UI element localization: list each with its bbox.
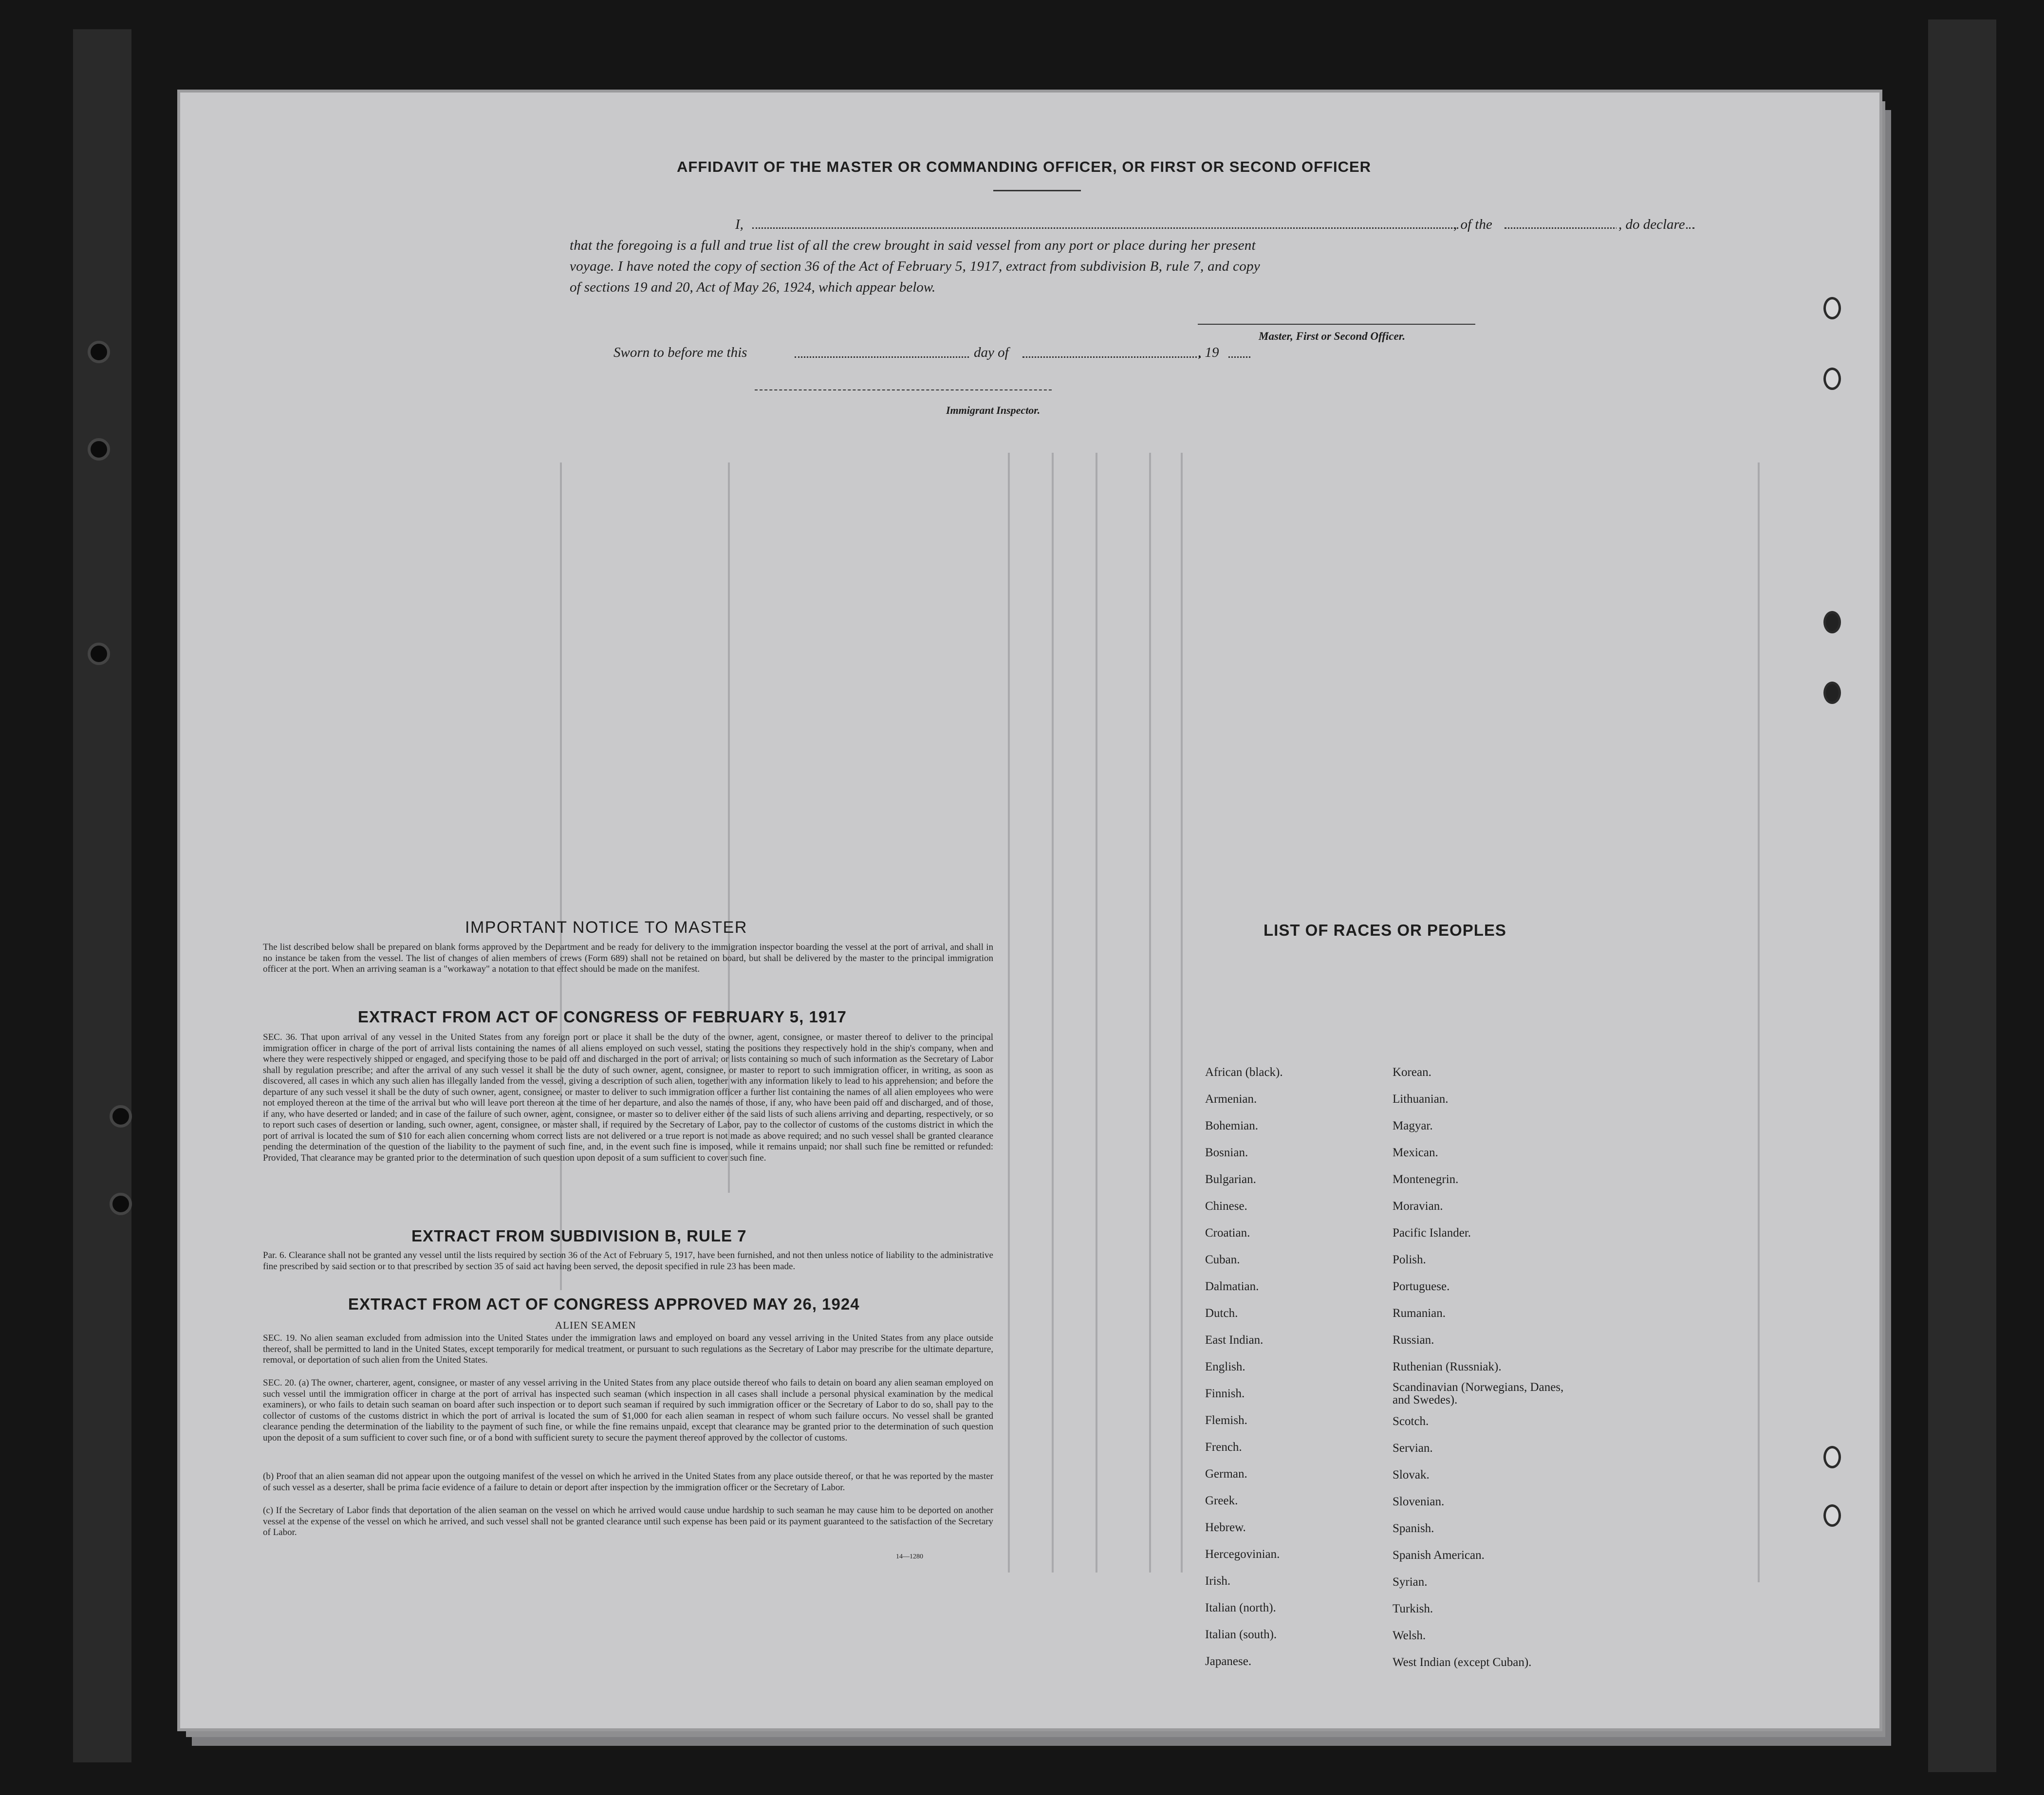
sworn-line — [613, 345, 1441, 364]
notice-text: The list described below shall be prepared on blank forms approved by the Department and be ready for delivery to the immigration inspector boarding the vessel at the port of arrival, and shall in no instance be taken from the vessel. The list of changes of alien members of crews (Form 689) shall not be retained on board, but shall be delivered by the master to the principal immigration officer at the port. When an arriving seaman is a "workaway" a notation to that effect should be made on the manifest. — [263, 942, 993, 974]
show-through-column-line — [1096, 453, 1097, 1573]
race-item: African (black). — [1205, 1066, 1283, 1079]
extract-1924-title: EXTRACT FROM ACT OF CONGRESS APPROVED MAY 26, 1924 — [348, 1295, 860, 1313]
race-item: Hercegovinian. — [1205, 1548, 1280, 1561]
race-item: Pacific Islander. — [1393, 1226, 1471, 1240]
film-frame-right — [1928, 19, 1996, 1772]
show-through-column-line — [1008, 453, 1010, 1573]
sec20b-text: (b) Proof that an alien seaman did not appear upon the outgoing manifest of the vessel on which he arrived in the United States from any place outside thereof, or that he was reported by the master of such vessel as a deserter, shall be prima facie evidence of a failure to detain or deport after inspection by the immigration officer or the Secretary of Labor. — [263, 1471, 993, 1493]
race-item: Hebrew. — [1205, 1521, 1246, 1534]
race-item: Spanish American. — [1393, 1549, 1485, 1562]
punch-hole — [1823, 1446, 1841, 1468]
master-signature-line — [1198, 324, 1475, 325]
race-item: Finnish. — [1205, 1387, 1245, 1400]
punch-hole — [1823, 368, 1841, 390]
race-item: Slovak. — [1393, 1468, 1430, 1481]
affidavit-body-4: of sections 19 and 20, Act of May 26, 1924, which appear below. — [570, 279, 936, 295]
label-do-declare: , do declare — [1617, 217, 1685, 233]
master-signature-label: Master, First or Second Officer. — [1259, 330, 1406, 342]
race-item: West Indian (except Cuban). — [1393, 1656, 1532, 1669]
race-item: English. — [1205, 1360, 1245, 1373]
show-through-column-line — [1149, 453, 1151, 1573]
punch-hole — [1823, 297, 1841, 319]
show-through-column-line — [560, 463, 562, 1290]
show-through-column-line — [1052, 453, 1054, 1573]
race-item: Cuban. — [1205, 1253, 1240, 1266]
label-of-the: , of the — [1453, 217, 1492, 232]
race-item: Italian (north). — [1205, 1601, 1276, 1614]
punch-hole — [1823, 1504, 1841, 1527]
race-item: Ruthenian (Russniak). — [1393, 1360, 1502, 1373]
races-title: LIST OF RACES OR PEOPLES — [1264, 921, 1506, 939]
sworn-year-blank — [1228, 356, 1250, 358]
races-column-right — [1393, 1059, 1568, 1676]
race-item: Portuguese. — [1393, 1280, 1450, 1293]
affidavit-line-1 — [570, 217, 1694, 233]
race-item: Spanish. — [1393, 1522, 1434, 1535]
alien-seamen-subtitle: ALIEN SEAMEN — [555, 1319, 636, 1331]
race-item: Italian (south). — [1205, 1628, 1277, 1641]
race-item: Scotch. — [1393, 1415, 1429, 1428]
race-item: Russian. — [1393, 1333, 1434, 1347]
race-item: Servian. — [1393, 1442, 1433, 1455]
sec20a-text: SEC. 20. (a) The owner, charterer, agent, consignee, or master of any vessel arriving in the United States from any place outside thereof who fails to detain on board any alien seaman employed on such vessel until the immigration officer in charge at the port of arrival has inspected such seaman (which inspection in all cases shall include a personal physical examination by the medical examiners), or who fails to detain such seaman on board after such inspection or to deport such seaman if required by such immigration officer or the Secretary of Labor to do so, shall pay to the collector of customs of the customs district in which the port of arrival is located the sum of $1,000 for each alien seaman in respect of whom such failure occurs. No vessel shall be granted clearance pending the determination of the liability to the payment of such fine, or while the fine remains unpaid, except that clearance may be granted prior to the determination of such question upon the deposit of a sum sufficient to cover such fine, or of a bond with sufficient surety to secure the payment thereof approved by the collector of customs. — [263, 1378, 993, 1443]
race-item: Moravian. — [1393, 1200, 1443, 1213]
race-item: Chinese. — [1205, 1200, 1247, 1213]
race-item: Slovenian. — [1393, 1495, 1445, 1508]
binder-hole — [88, 341, 110, 363]
sworn-prefix: Sworn to before me this — [613, 345, 747, 360]
race-item: Polish. — [1393, 1253, 1426, 1266]
inspector-label: Immigrant Inspector. — [946, 404, 1041, 416]
punch-hole — [1823, 682, 1841, 704]
name-blank — [752, 227, 1458, 229]
form-code: 14—1280 — [896, 1553, 923, 1560]
race-item: Dalmatian. — [1205, 1280, 1259, 1293]
race-item: Magyar. — [1393, 1119, 1433, 1132]
races-column-left — [1205, 1059, 1283, 1675]
binder-hole — [110, 1193, 132, 1215]
sworn-month-blank — [1022, 356, 1201, 358]
label-i: I, — [735, 217, 743, 232]
race-item: French. — [1205, 1441, 1242, 1454]
race-item: Croatian. — [1205, 1226, 1250, 1240]
race-item: Bosnian. — [1205, 1146, 1248, 1159]
affidavit-title: AFFIDAVIT OF THE MASTER OR COMMANDING OFFICER, OR FIRST OR SECOND OFFICER — [677, 158, 1372, 175]
race-item: Bohemian. — [1205, 1119, 1259, 1132]
race-item: Mexican. — [1393, 1146, 1438, 1159]
race-item: Dutch. — [1205, 1307, 1238, 1320]
extract-1917-text: SEC. 36. That upon arrival of any vessel in the United States from any foreign port or place it shall be the duty of the owner, agent, consignee, or master thereof to deliver to the principal immigration officer in charge of the port of arrival lists containing the names of all aliens employed on such vessel, stating the positions they respectively hold in the ship's company, when and where they were respectively shipped or engaged, and specifying those to be paid off and discharged in the port of arrival; or lists containing so much of such information as the Secretary of Labor shall by regulation prescribe; and after the arrival of any such vessel it shall be the duty of such owner, agent, consignee, or master to report to such immigration officer, in writing, as soon as discovered, all cases in which any such alien has illegally landed from the vessel, giving a description of such alien, together with any information likely to lead to his apprehension; and before the departure of any such vessel it shall be the duty of such owner, agent, consignee, or master to deliver to such immigration officer a further list containing the names of all alien employees who were not employed thereon at the time of the arrival but who will leave port thereon at the time of her departure, and also the names of those, if any, who have been paid off and discharged, and of those, if any, who have deserted or landed; and in case of the failure of such owner, agent, consignee, or master so to deliver either of the said lists of such aliens arriving and departing, respectively, or so to report such cases of desertion or landing, such owner, agent, consignee, or master shall, if required by the Secretary of Labor, pay to the collector of customs of the customs district in which the port of arrival is located the sum of $10 for each alien concerning whom correct lists are not delivered or a true report is not made as above required; and no such vessel shall be granted clearance pending the determination of the question of the liability to the payment of such fine, and, in the event such fine is imposed, while it remains unpaid; nor shall such fine be remitted or refunded: Provided, That clearance may be granted prior to the determination of such question upon deposit of a sum sufficient to cover such fine. — [263, 1032, 993, 1163]
race-item: Syrian. — [1393, 1575, 1428, 1589]
extract-rule7-text: Par. 6. Clearance shall not be granted any vessel until the lists required by section 36 of the Act of February 5, 1917, have been furnished, and not then unless notice of liability to the administrative fine prescribed by said section or to that prescribed by section 35 of said act having been served, the deposit specified in rule 23 has been made. — [263, 1250, 993, 1272]
race-item: Korean. — [1393, 1066, 1431, 1079]
affidavit-body-2: that the foregoing is a full and true list of all the crew brought in said vessel from any port or place during her present — [570, 238, 1256, 253]
show-through-column-line — [1181, 453, 1183, 1573]
sworn-day-of: day of — [974, 345, 1009, 360]
sworn-day-blank — [795, 356, 969, 358]
notice-title: IMPORTANT NOTICE TO MASTER — [465, 918, 747, 937]
binder-hole — [88, 438, 110, 461]
manifest-back-page — [180, 93, 1879, 1728]
race-item: Rumanian. — [1393, 1307, 1446, 1320]
extract-1917-title: EXTRACT FROM ACT OF CONGRESS OF FEBRUARY 5, 1917 — [358, 1008, 847, 1026]
race-item: Turkish. — [1393, 1602, 1433, 1615]
race-item: Japanese. — [1205, 1655, 1252, 1668]
title-underline — [993, 190, 1081, 191]
punch-hole — [1823, 611, 1841, 633]
race-item: Irish. — [1205, 1574, 1231, 1588]
sworn-year: , 19 — [1198, 345, 1219, 360]
film-frame-left — [73, 29, 131, 1762]
race-item: German. — [1205, 1467, 1247, 1480]
race-item: Greek. — [1205, 1494, 1238, 1507]
sec19-text: SEC. 19. No alien seaman excluded from admission into the United States under the immigration laws and employed on board any vessel arriving in the United States from any place outside thereof, shall be permitted to land in the United States, except temporarily for medical treatment, or pursuant to such regulations as the Secretary of Labor may prescribe for the ultimate departure, removal, or deportation of such alien from the United States. — [263, 1333, 993, 1365]
sec20c-text: (c) If the Secretary of Labor finds that deportation of the alien seaman on the vessel on which he arrived would cause undue hardship to such seaman he may cause him to be deported on another vessel at the expense of the vessel on which he arrived, and such vessel shall not be granted clearance until such expense has been paid or its payment guaranteed to the satisfaction of the Secretary of Labor. — [263, 1505, 993, 1537]
race-item: Montenegrin. — [1393, 1173, 1459, 1186]
race-item: East Indian. — [1205, 1333, 1264, 1347]
race-item: Lithuanian. — [1393, 1092, 1449, 1106]
race-item: Welsh. — [1393, 1629, 1426, 1642]
binder-hole — [88, 643, 110, 665]
race-item: Scandinavian (Norwegians, Danes, and Swedes). — [1393, 1381, 1564, 1406]
show-through-column-line — [1758, 463, 1760, 1582]
binder-hole — [110, 1105, 132, 1128]
extract-rule7-title: EXTRACT FROM SUBDIVISION B, RULE 7 — [411, 1227, 747, 1245]
inspector-signature-line — [755, 389, 1052, 390]
race-item: Armenian. — [1205, 1092, 1257, 1106]
affidavit-body-3: voyage. I have noted the copy of section 36 of the Act of February 5, 1917, extract from subdivision B, rule 7, and copy — [570, 259, 1261, 274]
race-item: Bulgarian. — [1205, 1173, 1256, 1186]
race-item: Flemish. — [1205, 1414, 1247, 1427]
